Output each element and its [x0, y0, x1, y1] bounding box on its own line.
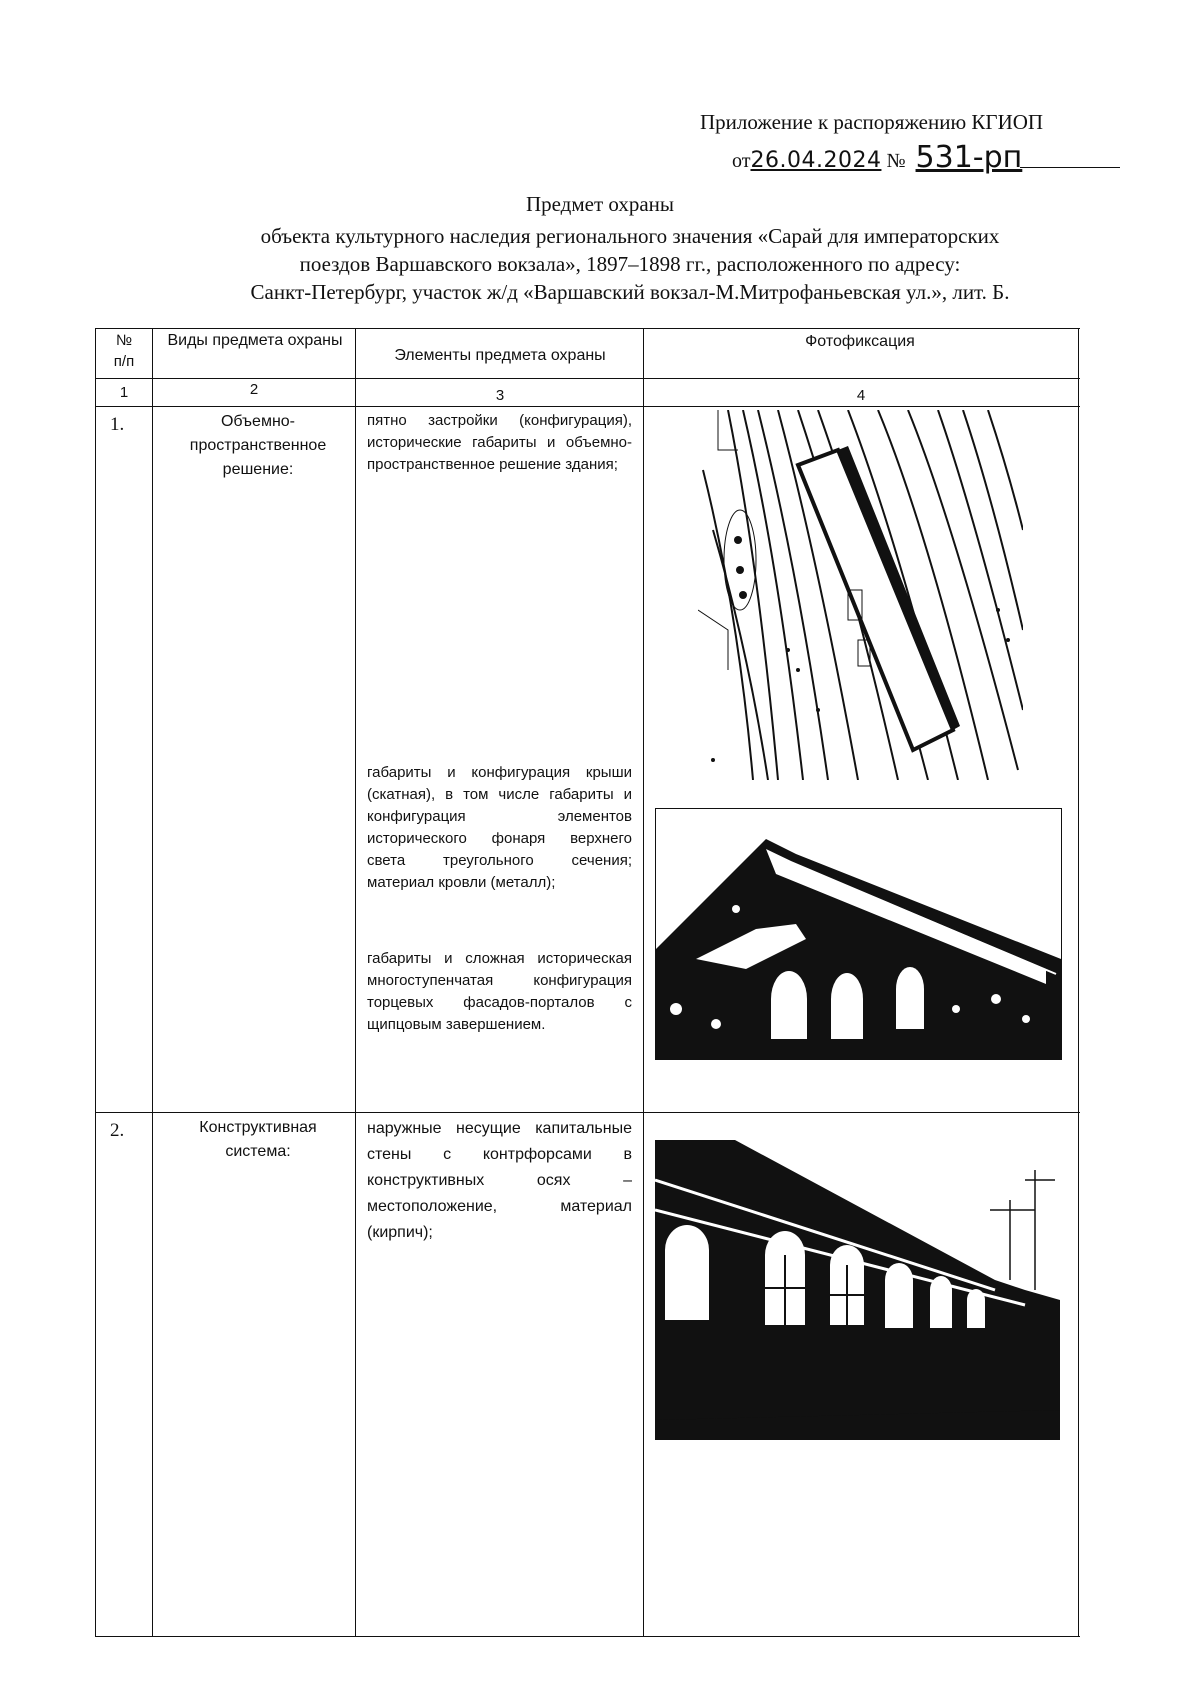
document-title: Предмет охраны — [525, 192, 675, 216]
roof-facade-photo — [655, 808, 1062, 1060]
row-element: наружные несущие капитальные стены с контрфорсами в конструктивных осях – местоположение, материал (кирпич); — [367, 1120, 632, 1241]
row-number: 2. — [110, 1120, 125, 1141]
order-reference — [732, 140, 1022, 175]
header-kind: Виды предмета охраны — [167, 332, 343, 349]
order-underline — [1020, 167, 1120, 168]
column-number: 3 — [495, 387, 505, 404]
row-kind: Объемно-пространственное решение: — [189, 413, 327, 478]
header-number: № п/п — [113, 332, 135, 370]
header-photo: Фотофиксация — [805, 333, 915, 350]
column-number: 4 — [856, 387, 866, 404]
appendix-caption: Приложение к распоряжению КГИОП — [700, 110, 1044, 134]
document-subtitle — [180, 222, 1080, 306]
order-date: 26.04.2024 — [750, 148, 882, 173]
order-prefix: от — [732, 150, 751, 172]
column-number: 1 — [119, 384, 129, 401]
site-plan-photo — [698, 410, 1023, 780]
subtitle-line: поездов Варшавского вокзала», 1897–1898 гг., расположенного по адресу: — [299, 252, 961, 276]
order-number: 531-рп — [915, 140, 1023, 175]
row-element: пятно застройки (конфигурация), исторические габариты и объемно-пространственное решение здания; — [367, 412, 632, 473]
subtitle-line: Санкт-Петербург, участок ж/д «Варшавский вокзал-М.Митрофаньевская ул.», лит. Б. — [250, 280, 1010, 304]
row-element: габариты и сложная историческая многоступенчатая конфигурация торцевых фасадов-порталов с щипцовым завершением. — [367, 950, 632, 1033]
row-element: габариты и конфигурация крыши (скатная), в том числе габариты и конфигурация элементов исторического фонаря верхнего света треугольного сечения; материал кровли (металл); — [367, 764, 632, 891]
order-number-label: № — [886, 150, 906, 172]
subtitle-line: объекта культурного наследия регионального значения «Сарай для императорских — [260, 224, 1000, 248]
column-number: 2 — [249, 381, 259, 398]
row-number: 1. — [110, 414, 125, 435]
header-elements: Элементы предмета охраны — [394, 347, 606, 364]
row-kind: Конструктивная система: — [199, 1119, 317, 1160]
side-facade-photo — [655, 1140, 1060, 1440]
